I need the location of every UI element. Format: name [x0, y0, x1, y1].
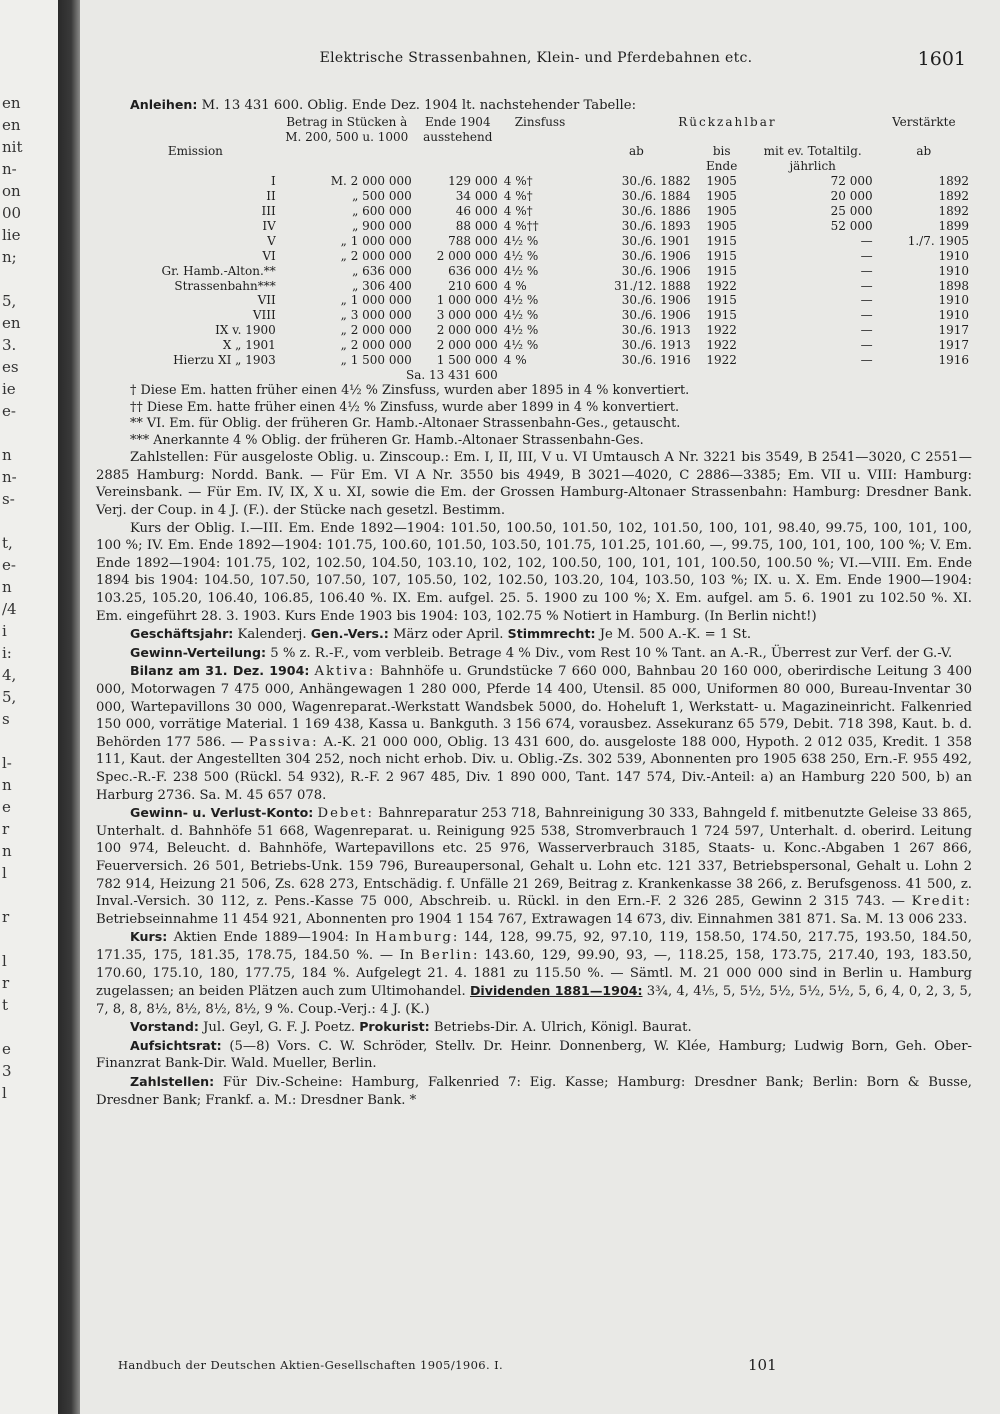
- row-verstaerkte: 1./7. 1905: [907, 233, 969, 248]
- bilanz: Bilanz am 31. Dez. 1904: Aktiva: Bahnhöfe u. Grundstücke 7 660 000, Bahnbau 20 160 000, oberirdische Leitung 3 400 000, Motorwagen 7 475 000, Anhängewagen 1 280 000, Pferde 14 400, Utensil. 85 000, Uniformen 80 000, Bureau-Inventar 30 000, Wartepavillons 30 000, Wagenreparat.-Werkstatt Wandsbek 5000, do. Hoheluft 1, Werkstatt- u. Magazineinricht. Falkenried 150 000, vorrätige Material. 1 169 438, Kassa u. Bankguth. 3 156 674, vorausbez. Assekuranz 65 579, Debit. 718 398, Kaut. b. d. Behörden 177 586. — Passiva: A.-K. 21 000 000, Oblig. 13 431 600, do. ausgeloste 188 000, Hypoth. 2 012 035, Kredit. 1 358 111, Kaut. der Angestellten 304 252, noch nicht erhob. Div. u. Oblig.-Zs. 302 539, Abonnenten pro 1905 638 250, Ern.-F. 955 492, Spec.-R.-F. 238 500 (Rückl. 54 932), R.-F. 2 967 485, Div. 1 890 000, Tant. 147 574, Div.-Anteil: a) an Hamburg 220 500, b) an Harburg 2736. Sa. M. 45 657 078.: [96, 663, 972, 803]
- row-zins: 4 %†: [503, 174, 533, 189]
- margin-fragment: r: [2, 820, 10, 838]
- row-ab: 30./6. 1906: [621, 293, 691, 308]
- row-ab: 30./6. 1893: [621, 218, 691, 233]
- margin-fragment: [2, 268, 54, 290]
- row-ab: 30./6. 1884: [621, 189, 691, 204]
- anleihen-row: [112, 249, 972, 264]
- margin-fragment: [2, 928, 54, 950]
- col-verstaerkte: Verstärkte: [892, 114, 956, 129]
- col-ab: ab: [629, 144, 644, 159]
- row-zins: 4½ %: [503, 263, 539, 278]
- margin-fragment: l: [2, 952, 7, 970]
- row-emission: IV: [262, 218, 276, 233]
- row-ab: 30./6. 1906: [621, 263, 691, 278]
- row-verstaerkte: 1910: [938, 293, 969, 308]
- margin-fragment: en: [2, 314, 21, 332]
- margin-fragment: e: [2, 1040, 11, 1058]
- row-emission: VIII: [252, 308, 276, 323]
- row-jaehrlich: 20 000: [830, 189, 873, 204]
- col-emission: Emission: [167, 144, 223, 159]
- row-betrag: „ 900 000: [352, 218, 412, 233]
- row-jaehrlich: —: [860, 278, 873, 293]
- row-emission: Gr. Hamb.-Alton.**: [161, 263, 276, 278]
- running-title: Elektrische Strassenbahnen, Klein- und Pferdebahnen etc.: [319, 50, 753, 66]
- row-betrag: „ 2 000 000: [340, 338, 412, 353]
- row-bis: 1922: [706, 353, 737, 368]
- margin-fragment: n: [2, 776, 12, 794]
- row-ende: 2 000 000: [436, 323, 498, 338]
- anleihen-row: [112, 204, 972, 219]
- anleihen-rows: [112, 174, 972, 368]
- row-emission: Strassenbahn***: [174, 278, 276, 293]
- row-zins: 4½ %: [503, 323, 539, 338]
- row-betrag: „ 3 000 000: [340, 308, 412, 323]
- geschaeftsjahr: Geschäftsjahr: Kalenderj. Gen.-Vers.: März oder April. Stimmrecht: Je M. 500 A.-K. = 1 St.: [130, 626, 752, 643]
- row-emission: IX v. 1900: [215, 323, 276, 338]
- row-betrag: „ 636 000: [352, 263, 412, 278]
- row-verstaerkte: 1916: [938, 353, 969, 368]
- anleihen-row: [112, 219, 972, 234]
- margin-fragment: r: [2, 974, 10, 992]
- margin-fragment: es: [2, 358, 19, 376]
- row-bis: 1905: [706, 174, 737, 189]
- row-zins: 4½ %: [503, 233, 539, 248]
- margin-fragment: ie: [2, 380, 16, 398]
- col-mit: mit ev. Totaltilg.: [763, 144, 862, 159]
- row-ende: 210 600: [448, 278, 498, 293]
- row-ende: 636 000: [448, 263, 498, 278]
- row-bis: 1915: [706, 308, 737, 323]
- margin-fragment: 5,: [2, 292, 17, 310]
- zahlstellen-div: Zahlstellen: Für Div.-Scheine: Hamburg, Falkenried 7: Eig. Kasse; Hamburg: Dresdner Bank; Berlin: Born & Busse, Dresdner Bank; Frankf. a. M.: Dresdner Bank. *: [96, 1074, 972, 1108]
- row-betrag: „ 306 400: [352, 278, 412, 293]
- row-emission: Hierzu XI „ 1903: [173, 353, 276, 368]
- row-jaehrlich: —: [860, 308, 873, 323]
- margin-fragment: l-: [2, 754, 12, 772]
- row-ab: 30./6. 1901: [621, 233, 691, 248]
- gewinn-verteilung: Gewinn-Verteilung: 5 % z. R.-F., vom verbleib. Betrage 4 % Div., vom Rest 10 % Tant. an A.-R., Überrest zur Verf. der G.-V.: [130, 644, 953, 661]
- row-zins: 4½ %: [503, 293, 539, 308]
- col-verst-ab: ab: [916, 144, 932, 159]
- row-betrag: „ 2 000 000: [340, 323, 412, 338]
- row-emission: I: [271, 174, 276, 189]
- row-zins: 4 %: [503, 353, 527, 368]
- row-bis: 1922: [706, 278, 737, 293]
- row-jaehrlich: 72 000: [830, 174, 873, 189]
- footnote: †† Diese Em. hatte früher einen 4½ % Zinsfuss, wurde aber 1899 in 4 % konvertiert.: [130, 399, 680, 415]
- anleihen-label: Anleihen:: [130, 97, 198, 112]
- anleihen-table: [112, 115, 972, 383]
- row-zins: 4½ %: [503, 248, 539, 263]
- anleihen-row: [112, 174, 972, 189]
- anleihen-sum: Sa. 13 431 600: [406, 368, 498, 382]
- footnote: ** VI. Em. für Oblig. der früheren Gr. Hamb.-Altonaer Strassenbahn-Ges., getauscht.: [130, 416, 681, 432]
- margin-fragment: 3: [2, 1062, 12, 1080]
- row-ende: 1 500 000: [436, 353, 498, 368]
- row-betrag: „ 600 000: [352, 204, 412, 219]
- margin-fragment: n;: [2, 248, 17, 266]
- row-ab: 30./6. 1906: [621, 248, 691, 263]
- margin-fragment: 3.: [2, 336, 17, 354]
- row-zins: 4½ %: [503, 308, 539, 323]
- margin-fragment: t,: [2, 534, 13, 552]
- row-ab: 30./6. 1913: [621, 323, 691, 338]
- row-ab: 30./6. 1886: [621, 204, 691, 219]
- row-jaehrlich: —: [860, 233, 873, 248]
- row-emission: V: [267, 233, 276, 248]
- row-ab: 30./6. 1906: [621, 308, 691, 323]
- margin-fragment: e: [2, 798, 11, 816]
- row-betrag: „ 2 000 000: [340, 248, 412, 263]
- margin-fragment: lie: [2, 226, 21, 244]
- margin-fragment: l: [2, 864, 7, 882]
- row-jaehrlich: —: [860, 353, 873, 368]
- row-ende: 88 000: [455, 218, 498, 233]
- margin-fragment: [2, 730, 54, 752]
- row-bis: 1915: [706, 248, 737, 263]
- row-emission: VII: [257, 293, 276, 308]
- anleihen-row: [112, 338, 972, 353]
- margin-fragment: n: [2, 446, 12, 464]
- page-content: [96, 96, 972, 1109]
- row-ab: 31./12. 1888: [614, 278, 691, 293]
- footer-book-title: Handbuch der Deutschen Aktien-Gesellschaften 1905/1906. I.: [118, 1358, 504, 1372]
- row-ende: 3 000 000: [436, 308, 498, 323]
- zahlstellen-oblig: Zahlstellen: Für ausgeloste Oblig. u. Zinscoup.: Em. I, II, III, V u. VI Umtausch A Nr. 3221 bis 3549, B 2541—3020, C 2551—2885 Hamburg: Nordd. Bank. — Für Em. VI A Nr. 3550 bis 4949, B 3021—4020, C 2886—3385; Em. VII u. VIII: Hamburg: Vereinsbank. — Für Em. IV, IX, X u. XI, sowie die Em. der Grossen Hamburg-Altonaer Strassenbahn: Hamburg: Dresdner Bank. Verj. der Coup. in 4 J. (F.). der Stücke nach gesetzl. Bestimm.: [96, 450, 972, 519]
- col-zins: Zinsfuss: [514, 114, 566, 129]
- row-verstaerkte: 1917: [938, 323, 969, 338]
- kurs-aktien: Kurs: Aktien Ende 1889—1904: In Hamburg: 144, 128, 99.75, 92, 97.10, 119, 158.50, 174.50, 217.75, 193.50, 184.50, 171.35, 175, 181.35, 178.75, 184.50 %. — In Berlin: 143.60, 129, 99.90, 93, —, 118.25, 158, 173.75, 217.40, 193, 183.50, 170.60, 175.10, 180, 177.75, 184 %. Aufgelegt 21. 4. 1881 zu 115.50 %. — Sämtl. M. 21 000 000 sind in Berlin u. Hamburg zugelassen; an beiden Plätzen auch zum Ultimohandel. Dividenden 1881—1904: 3¾, 4, 4⅕, 5, 5½, 5½, 5½, 5½, 5, 6, 4, 0, 2, 3, 5, 7, 8, 8, 8½, 8½, 8½, 8½, 9 %. Coup.-Verj.: 4 J. (K.): [96, 929, 972, 1017]
- row-bis: 1915: [706, 263, 737, 278]
- row-jaehrlich: —: [860, 323, 873, 338]
- margin-fragment: on: [2, 182, 21, 200]
- anleihen-row: [112, 308, 972, 323]
- anleihen-row: [112, 264, 972, 279]
- previous-page-fragment: [2, 92, 54, 1104]
- margin-fragment: en: [2, 94, 21, 112]
- footnote: † Diese Em. hatten früher einen 4½ % Zinsfuss, wurden aber 1895 in 4 % konvertiert.: [130, 382, 690, 398]
- row-ab: 30./6. 1916: [621, 353, 691, 368]
- row-zins: 4 %††: [503, 218, 539, 233]
- kurs-oblig: Kurs der Oblig. I.—III. Em. Ende 1892—1904: 101.50, 100.50, 101.50, 102, 101.50, 100, 101, 98.40, 99.75, 100, 101, 100, 100 %; IV. Em. Ende 1892—1904: 101.75, 100.60, 101.50, 103.50, 101.75, 101.25, 101.60, —, 99.75, 100, 101, 100, 100 %; V. Em. Ende 1892—1904: 101.75, 102, 102.50, 104.50, 103.10, 102, 102, 100.50, 100, 101, 101, 100.50, 100.50 %; VI.—VIII. Em. Ende 1894 bis 1904: 104.50, 107.50, 107.50, 107, 105.50, 102, 102.50, 103.20, 104, 103.50, 103 %; IX. u. X. Em. Ende 1900—1904: 103.25, 105.20, 106.40, 106.85, 106.40 %. IX. Em. aufgel. 25. 5. 1900 zu 100 %; X. Em. aufgel. am 5. 6. 1901 zu 102.50 %. XI. Em. eingeführt 28. 3. 1903. Kurs Ende 1903 bis 1904: 103, 102.75 % Notiert in Hamburg. (In Berlin nicht!): [96, 520, 972, 624]
- row-betrag: „ 1 000 000: [340, 293, 412, 308]
- margin-fragment: n: [2, 578, 12, 596]
- row-zins: 4 %: [503, 278, 527, 293]
- row-jaehrlich: 25 000: [830, 204, 873, 219]
- page: [86, 42, 980, 1382]
- margin-fragment: s-: [2, 490, 15, 508]
- row-verstaerkte: 1892: [938, 189, 969, 204]
- anleihen-intro: Anleihen: M. 13 431 600. Oblig. Ende Dez. 1904 lt. nachstehender Tabelle:: [130, 97, 637, 113]
- gewinn-verlust-konto: Gewinn- u. Verlust-Konto: Debet: Bahnreparatur 253 718, Bahnreinigung 30 333, Bahngeld f. mitbenutzte Geleise 33 865, Unterhalt. d. Bahnhöfe 51 668, Wagenreparat. u. Reinigung 925 538, Stromverbrauch 1 724 597, Unterhalt. d. oberird. Leitung 100 974, Beleucht. d. Bahnhöfe, Wartepavillons etc. 25 976, Wasserverbrauch 3185, Staats- u. Konc.-Abgaben 1 267 866, Feuerversich. 26 501, Betriebs-Unk. 159 796, Bureaupersonal, Gehalt u. Lohn etc. 121 337, Betriebspersonal, Gehalt u. Lohn 2 782 914, Heizung 21 506, Zs. 628 273, Entschädig. f. Unfälle 21 269, Beitrag z. Krankenkasse 38 266, z. Berufsgenoss. 41 500, z. Inval.-Versich. 30 112, z. Pens.-Kasse 75 000, Abschreib. u. Rückl. in den Ern.-F. 2 326 285, Gewinn 2 315 743. — Kredit: Betriebseinnahme 11 454 921, Abonnenten pro 1904 1 154 767, Extrawagen 14 673, div. Einnahmen 381 871. Sa. M. 13 006 233.: [96, 805, 972, 927]
- row-verstaerkte: 1898: [938, 278, 969, 293]
- margin-fragment: [2, 422, 54, 444]
- margin-fragment: en: [2, 116, 21, 134]
- row-ab: 30./6. 1882: [621, 174, 691, 189]
- row-verstaerkte: 1917: [938, 338, 969, 353]
- margin-fragment: r: [2, 908, 10, 926]
- row-emission: II: [266, 189, 276, 204]
- row-emission: III: [261, 204, 276, 219]
- row-bis: 1905: [706, 218, 737, 233]
- row-ende: 2 000 000: [436, 338, 498, 353]
- margin-fragment: i:: [2, 644, 12, 662]
- row-verstaerkte: 1910: [938, 263, 969, 278]
- row-betrag: „ 500 000: [352, 189, 412, 204]
- col-rueckzahlbar: Rückzahlbar: [678, 114, 777, 129]
- margin-fragment: t: [2, 996, 9, 1014]
- row-bis: 1922: [706, 323, 737, 338]
- row-jaehrlich: —: [860, 338, 873, 353]
- anleihen-row: [112, 189, 972, 204]
- margin-fragment: n-: [2, 160, 17, 178]
- col-betrag: Betrag in Stücken à M. 200, 500 u. 1000: [285, 114, 409, 144]
- anleihen-notes: [96, 383, 972, 449]
- row-zins: 4½ %: [503, 338, 539, 353]
- row-jaehrlich: 52 000: [830, 218, 873, 233]
- margin-fragment: e-: [2, 556, 16, 574]
- row-emission: VI: [262, 248, 276, 263]
- aufsichtsrat: Aufsichtsrat: (5—8) Vors. C. W. Schröder, Stellv. Dr. Heinr. Donnenberg, W. Klée, Hamburg; Ludwig Born, Geh. Ober-Finanzrat Bank-Dir. Wald. Mueller, Berlin.: [96, 1037, 972, 1072]
- vorstand: Vorstand: Jul. Geyl, G. F. J. Poetz. Prokurist: Betriebs-Dir. A. Ulrich, Königl. Baurat.: [130, 1019, 692, 1036]
- row-jaehrlich: —: [860, 248, 873, 263]
- margin-fragment: l: [2, 1084, 7, 1102]
- row-ab: 30./6. 1913: [621, 338, 691, 353]
- row-verstaerkte: 1910: [938, 308, 969, 323]
- row-betrag: M. 2 000 000: [330, 174, 412, 189]
- row-ende: 2 000 000: [436, 248, 498, 263]
- row-jaehrlich: —: [860, 263, 873, 278]
- col-ende: Ende 1904 ausstehend: [423, 114, 493, 144]
- row-verstaerkte: 1892: [938, 174, 969, 189]
- row-bis: 1915: [706, 293, 737, 308]
- page-number: 1601: [917, 48, 966, 70]
- row-bis: 1905: [706, 189, 737, 204]
- margin-fragment: 4,: [2, 666, 17, 684]
- margin-fragment: n-: [2, 468, 17, 486]
- row-jaehrlich: —: [860, 293, 873, 308]
- row-verstaerkte: 1892: [938, 204, 969, 219]
- row-ende: 34 000: [455, 189, 498, 204]
- anleihen-row: [112, 234, 972, 249]
- margin-fragment: [2, 1016, 54, 1038]
- row-zins: 4 %†: [503, 204, 533, 219]
- margin-fragment: i: [2, 622, 7, 640]
- anleihen-row: [112, 353, 972, 368]
- anleihen-row: [112, 293, 972, 308]
- margin-fragment: e-: [2, 402, 16, 420]
- margin-fragment: 5,: [2, 688, 17, 706]
- gutter: [0, 0, 58, 1414]
- anleihen-row: [112, 279, 972, 294]
- row-emission: X „ 1901: [222, 338, 276, 353]
- book-spine-shadow: [58, 0, 80, 1414]
- margin-fragment: nit: [2, 138, 23, 156]
- row-bis: 1922: [706, 338, 737, 353]
- row-ende: 1 000 000: [436, 293, 498, 308]
- margin-fragment: n: [2, 842, 12, 860]
- footnote: *** Anerkannte 4 % Oblig. der früheren Gr. Hamb.-Altonaer Strassenbahn-Ges.: [130, 432, 644, 448]
- row-betrag: „ 1 500 000: [340, 353, 412, 368]
- row-ende: 129 000: [448, 174, 498, 189]
- margin-fragment: s: [2, 710, 10, 728]
- row-verstaerkte: 1899: [938, 218, 969, 233]
- footer-sheet-number: 101: [748, 1356, 777, 1374]
- margin-fragment: /4: [2, 600, 17, 618]
- col-jaehrlich: jährlich: [789, 159, 836, 174]
- row-ende: 788 000: [448, 233, 498, 248]
- row-bis: 1915: [706, 233, 737, 248]
- row-betrag: „ 1 000 000: [340, 233, 412, 248]
- row-bis: 1905: [706, 204, 737, 219]
- anleihen-row: [112, 323, 972, 338]
- margin-fragment: [2, 884, 54, 906]
- col-bis: bis Ende: [706, 144, 738, 174]
- margin-fragment: 00: [2, 204, 22, 222]
- row-verstaerkte: 1910: [938, 248, 969, 263]
- row-ende: 46 000: [455, 204, 498, 219]
- margin-fragment: [2, 510, 54, 532]
- row-zins: 4 %†: [503, 189, 533, 204]
